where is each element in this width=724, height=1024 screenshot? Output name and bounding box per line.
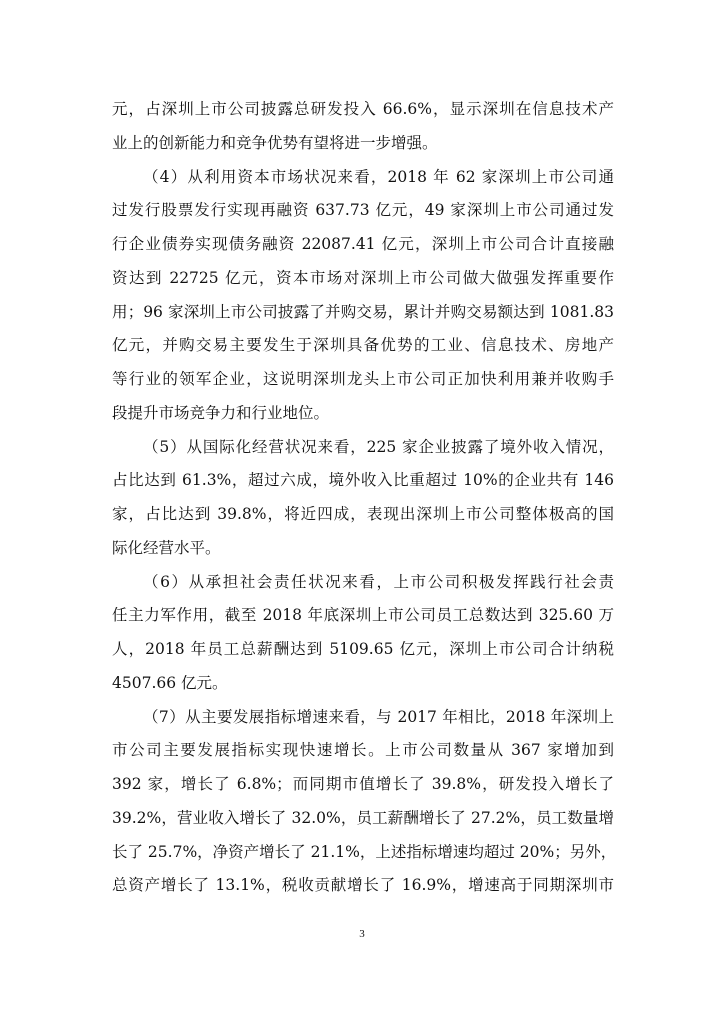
- text-line: 人，2018 年员工总薪酬达到 5109.65 亿元，深圳上市公司合计纳税: [112, 640, 614, 658]
- text-line: 392 家，增长了 6.8%；而同期市值增长了 39.8%，研发投入增长了: [112, 775, 614, 793]
- text-line: 资达到 22725 亿元，资本市场对深圳上市公司做大做强发挥重要作: [112, 268, 614, 287]
- text-line: 占比达到 61.3%，超过六成，境外收入比重超过 10%的企业共有 146: [112, 471, 614, 490]
- paragraph-social-responsibility: [112, 566, 614, 701]
- text-line: （4）从利用资本市场状况来看，2018 年 62 家深圳上市公司通: [143, 167, 614, 186]
- text-line: （5）从国际化经营状况来看，225 家企业披露了境外收入情况，: [143, 437, 614, 456]
- paragraph-growth-indicators: [112, 701, 617, 904]
- text-line: 39.2%，营业收入增长了 32.0%，员工薪酬增长了 27.2%，员工数量增: [112, 808, 614, 827]
- text-line: 等行业的领军企业，这说明深圳龙头上市公司正加快利用兼并收购手: [112, 370, 614, 388]
- text-line: 用；96 家深圳上市公司披露了并购交易，累计并购交易额达到 1081.83: [112, 302, 614, 321]
- text-line: 过发行股票发行实现再融资 637.73 亿元，49 家深圳上市公司通过发: [112, 201, 614, 220]
- text-line: 元，占深圳上市公司披露总研发投入 66.6%，显示深圳在信息技术产: [112, 100, 614, 118]
- text-line: （6）从承担社会责任状况来看，上市公司积极发挥践行社会责: [143, 572, 614, 591]
- text-line: 长了 25.7%，净资产增长了 21.1%，上述指标增速均超过 20%；另外，: [112, 842, 617, 861]
- text-line: 际化经营水平。: [112, 538, 221, 557]
- text-line: （7）从主要发展指标增速来看，与 2017 年相比，2018 年深圳上: [143, 707, 614, 726]
- text-line: 家，占比达到 39.8%，将近四成，表现出深圳上市公司整体极高的国: [112, 505, 614, 523]
- paragraph-internationalization: [112, 431, 614, 566]
- text-line: 段提升市场竞争力和行业地位。: [112, 403, 330, 422]
- text-line: 亿元，并购交易主要发生于深圳具备优势的工业、信息技术、房地产: [112, 336, 614, 355]
- text-line: 任主力军作用，截至 2018 年底深圳上市公司员工总数达到 325.60 万: [112, 606, 614, 625]
- text-line: 市公司主要发展指标实现快速增长。上市公司数量从 367 家增加到: [112, 741, 614, 760]
- document-body: [112, 93, 617, 903]
- paragraph-capital-market: [112, 161, 614, 431]
- text-line: 总资产增长了 13.1%，税收贡献增长了 16.9%，增速高于同期深圳市: [112, 876, 614, 895]
- text-line: 4507.66 亿元。: [112, 673, 228, 692]
- text-line: 行企业债券实现债务融资 22087.41 亿元，深圳上市公司合计直接融: [112, 235, 614, 253]
- page-number: 3: [359, 928, 365, 940]
- text-line: 业上的创新能力和竞争优势有望将进一步增强。: [112, 133, 438, 152]
- paragraph-1: [112, 93, 614, 161]
